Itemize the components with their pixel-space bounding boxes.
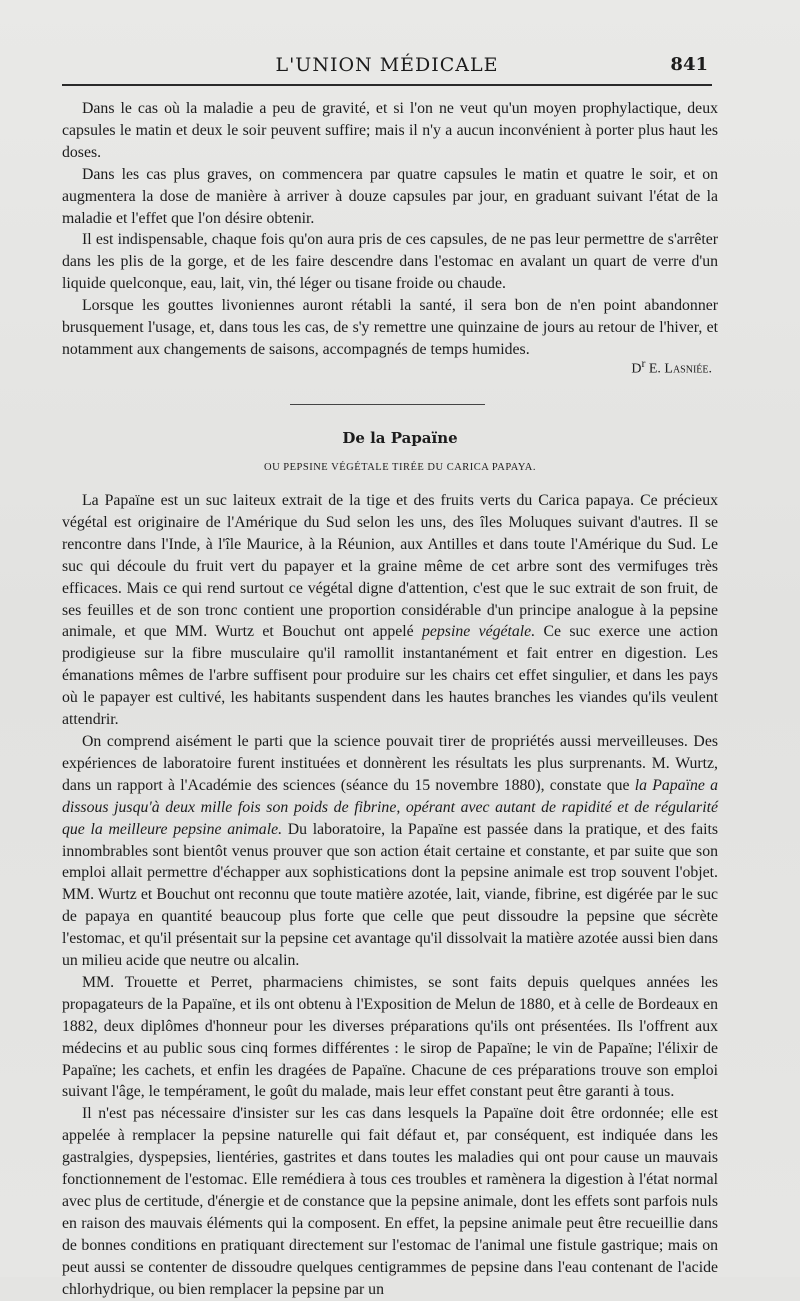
paragraph	[62, 490, 718, 731]
emphasis: pepsine végétale.	[422, 623, 536, 641]
paragraph: Lorsque les gouttes livoniennes auront rétabli la santé, il sera bon de n'en point abandonner brusquement l'usage, et, dans tous les cas, de s'y remettre une quinzaine de jours au retour de l'hiver, et notamment aux changements de saisons, accompagnés de temps humides.	[62, 297, 718, 358]
section-divider	[290, 404, 485, 405]
author-signature	[631, 357, 712, 378]
emphasis: la Papaïne a dissous jusqu'à deux mille fois son poids de fibrine, opérant avec autant de rapidité et de régularité que la meilleure pepsine animale.	[62, 776, 718, 838]
article-subtitle: OU PEPSINE VÉGÉTALE TIRÉE DU CARICA PAPAYA.	[263, 462, 537, 473]
signature-name: E. Lasniée.	[645, 361, 712, 377]
signature-prefix: D	[631, 361, 642, 377]
preceding-article-end	[62, 98, 718, 361]
paragraph: MM. Trouette et Perret, pharmaciens chimistes, se sont faits depuis quelques années les propagateurs de la Papaïne, et ils ont obtenu à l'Exposition de Melun de 1880, et à celle de Bordeaux en 1882, deux diplômes d'honneur pour les diverses préparations qu'ils ont présentées. Ils l'offrent aux médecins et au public sous cinq formes différentes : le sirop de Papaïne; le vin de Papaïne; l'élixir de Papaïne; les cachets, et enfin les dragées de Papaïne. Chacune de ces préparations trouve son emploi suivant l'âge, le tempérament, le goût du malade, mais leur effet constant peut être garanti à tous.	[62, 973, 718, 1101]
paragraph	[62, 731, 718, 972]
text-run: Ce suc exerce une action prodigieuse sur la fibre musculaire qu'il ramollit instantanément et fait entrer en digestion. Les émanations mêmes de l'arbre suffisent pour produire sur les chairs cet effet singulier, et dans les pays où le papayer est cultivé, les habitants suspendent dans les hautes branches les viandes qu'ils veulent attendrir.	[62, 623, 718, 729]
article-body	[62, 490, 718, 1301]
signature-sup: r	[641, 357, 646, 370]
paragraph: Dans le cas où la maladie a peu de gravité, et si l'on ne veut qu'un moyen prophylactique, deux capsules le matin et deux le soir peuvent suffire; mais il n'y a aucun inconvénient à porter plus haut les doses.	[62, 100, 718, 161]
paragraph: Il n'est pas nécessaire d'insister sur les cas dans lesquels la Papaïne doit être ordonnée; elle est appelée à remplacer la pepsine naturelle qui fait défaut et, par conséquent, est indiquée dans les gastralgies, dyspepsies, lientéries, gastrites et dans toutes les maladies qui ont pour cause un mauvais fonctionnement de l'estomac. Elle remédiera à tous ces troubles et ramènera la digestion à l'état normal avec plus de certitude, d'énergie et de constance que la pepsine animale, dont les effets sont parfois nuls en raison des mauvais éléments qui la composent. En effet, la pepsine animale peut être recueillie dans de bonnes conditions en pratiquant directement sur l'estomac de l'animal une fistule gastrique; mais on peut aussi se contenter de dissoudre quelques centigrammes de pepsine dans l'eau contenant de l'acide chlorhydrique, ou bien remplacer la pepsine par un	[62, 1105, 718, 1298]
journal-title: L'UNION MÉDICALE	[275, 54, 499, 76]
paragraph: Il est indispensable, chaque fois qu'on aura pris de ces capsules, de ne pas leur permettre de s'arrêter dans les plis de la gorge, et de les faire descendre dans l'estomac en avalant un quart de verre d'un liquide quelconque, eau, lait, vin, thé léger ou tisane froide ou chaude.	[62, 231, 718, 293]
text-run: La Papaïne est un suc laiteux extrait de la tige et des fruits verts du Carica papaya. Ce précieux végétal est originaire de l'Amérique du Sud selon les uns, des îles Moluques suivant d'autres. Il se rencontre dans l'Inde, à l'île Maurice, à la Réunion, aux Antilles et dans toute l'Amérique du Sud. Le suc qui découle du fruit vert du papayer et la graine même de cet arbre sont des vermifuges très efficaces. Mais ce qui rend surtout ce végétal digne d'attention, c'est que le suc extrait de son fruit, de ses feuilles et de son tronc contient une proportion considérable d'un principe analogue à la pepsine animale, et que MM. Wurtz et Bouchut ont appelé	[62, 492, 718, 641]
text-run: Du laboratoire, la Papaïne est passée dans la pratique, et des faits innombrables sont bientôt venus prouver que son action était certaine et constante, et par suite que son emploi allait permettre d'échapper aux sophistications dont la pepsine animale est trop souvent l'objet. MM. Wurtz et Bouchut ont reconnu que toute matière azotée, lait, viande, fibrine, est digérée par le suc de papaya en quantité beaucoup plus forte que celle que peut dissoudre la pepsine que sécrète l'estomac, et qu'il présentait sur la pepsine cet avantage qu'il dissolvait la matière azotée aussi bien dans un milieu acide que neutre ou alcalin.	[62, 820, 719, 970]
running-header	[62, 52, 712, 80]
paragraph: Dans les cas plus graves, on commencera par quatre capsules le matin et quatre le soir, et on augmentera la dose de manière à arriver à douze capsules par jour, en graduant suivant l'état de la maladie et l'effet que l'on désire obtenir.	[62, 165, 718, 227]
article-title: De la Papaïne	[342, 429, 458, 447]
text-run: On comprend aisément le parti que la science pouvait tirer de propriétés aussi merveilleuses. Des expériences de laboratoire furent instituées et donnèrent les résultats les plus surprenants. M. Wurtz, dans un rapport à l'Académie des sciences (séance du 15 novembre 1880), constate que	[62, 732, 718, 794]
page-number: 841	[670, 54, 708, 75]
header-rule	[62, 84, 712, 86]
